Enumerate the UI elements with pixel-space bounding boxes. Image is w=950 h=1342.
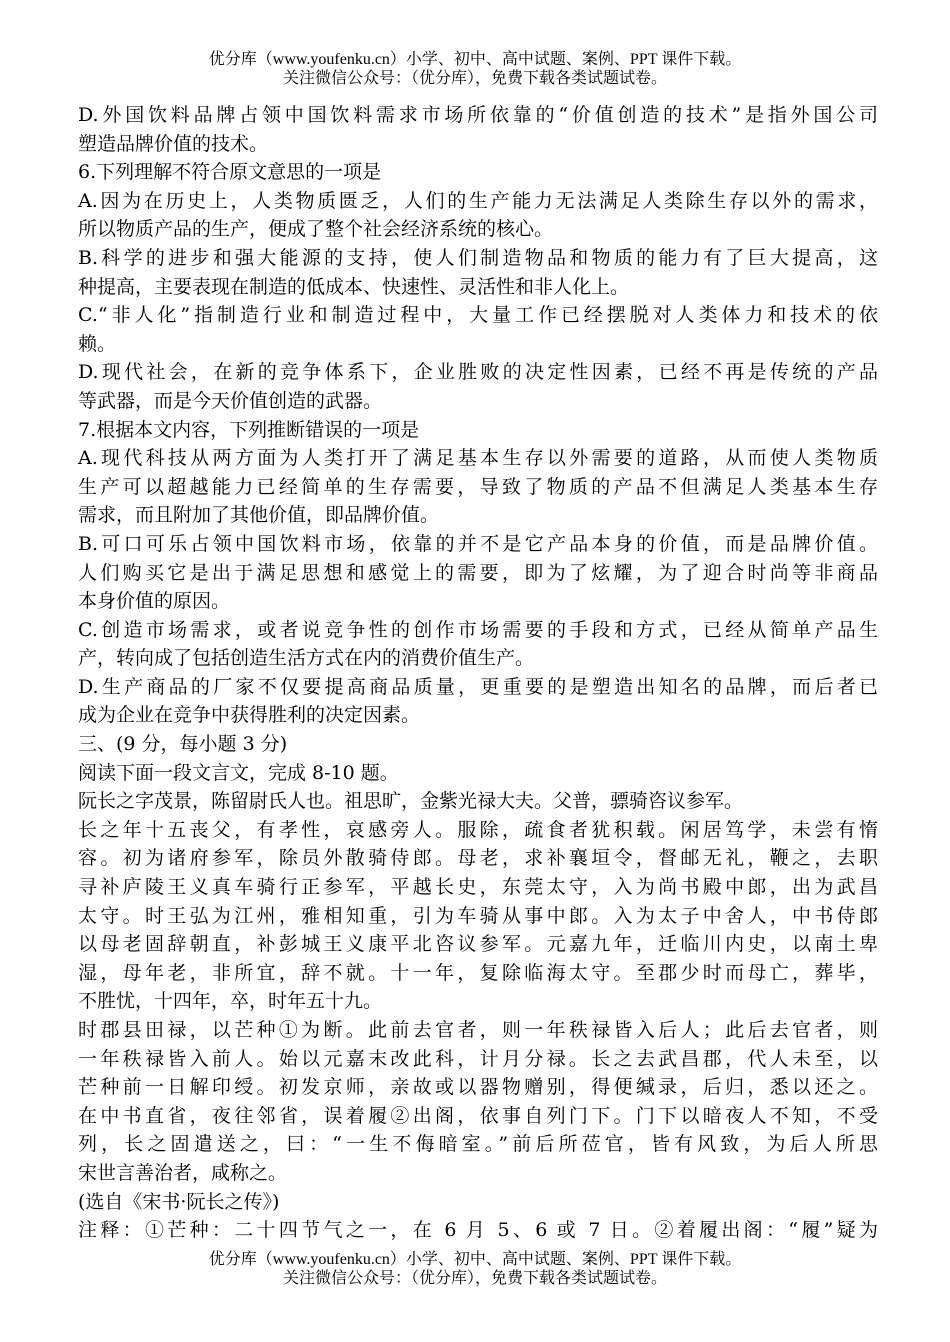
text-line: D.外国饮料品牌占领中国饮料需求市场所依靠的“价值创造的技术”是指外国公司 [78,104,878,126]
page-header [0,50,950,88]
text-line: 阅读下面一段文言文，完成 8-10 题。 [78,761,399,784]
text-line: 6.下列理解不符合原文意思的一项是 [78,161,382,184]
text-line: 芒种前一日解印绶。初发京师，亲故或以器物赠别，得便缄录，后归，悉以还之。 [78,1076,878,1099]
text-line: 7.根据本文内容，下列推断错误的一项是 [78,418,420,441]
text-line: 在中书直省，夜往邻省，误着履②出阁，依事自列门下。门下以暗夜人不知，不受 [78,1104,878,1127]
footer-line-2: 关注微信公众号：（优分库），免费下载各类试题试卷。 [282,1270,667,1287]
text-line: B.可口可乐占领中国饮料市场，依靠的并不是它产品本身的价值，而是品牌价值。 [78,532,878,555]
text-line: 注释：①芒种：二十四节气之一，在 6 月 5、6 或 7 日。②着履出阁：“履”疑为 [78,1219,878,1242]
text-line: 宋世言善治者，咸称之。 [78,1161,288,1184]
text-line: 赖。 [78,332,117,355]
text-line: C.创造市场需求，或者说竞争性的创作市场需要的手段和方式，已经从简单产品生 [78,618,878,641]
header-line-1: 优分库（www.youfenku.cn）小学、初中、高中试题、案例、PPT 课件下载。 [208,51,742,68]
text-line: 三、(9 分，每小题 3 分) [78,733,288,756]
text-line: 成为企业在竞争中获得胜利的决定因素。 [78,704,421,727]
text-line: 人们购买它是出于满足思想和感觉上的需要，即为了炫耀，为了迎合时尚等非商品 [78,561,878,584]
text-line: 以母老固辞朝直，补彭城王义康平北咨议参军。元嘉九年，迁临川内史，以南土卑 [78,933,878,956]
text-line: 太守。时王弘为江州，雅相知重，引为车骑从事中郎。入为太子中舍人，中书侍郎 [78,904,878,927]
text-line: 长之年十五丧父，有孝性，哀感旁人。服除，疏食者犹积载。闲居笃学，未尝有惰 [78,818,878,841]
text-line: (选自《宋书·阮长之传》) [78,1190,280,1213]
header-line-2: 关注微信公众号：（优分库），免费下载各类试题试卷。 [282,70,667,87]
text-line: 列，长之固遣送之，曰：“一生不侮暗室。”前后所莅官，皆有风致，为后人所思 [78,1133,878,1156]
text-line: 塑造品牌价值的技术。 [78,132,269,155]
text-line: 湿，母年老，非所宜，辞不就。十一年，复除临海太守。至郡少时而母亡，葬毕， [78,961,878,984]
text-line: 产，转向成了包括创造生活方式在内的消费价值生产。 [78,647,535,670]
text-line: 一年秩禄皆入前人。始以元嘉末改此科，计月分禄。长之去武昌郡，代人未至，以 [78,1047,878,1070]
text-line: 寻补庐陵王义真车骑行正参军，平越长史，东莞太守，入为尚书殿中郎，出为武昌 [78,876,878,899]
footer-line-1: 优分库（www.youfenku.cn）小学、初中、高中试题、案例、PPT 课件下载。 [208,1251,742,1268]
document-body [78,101,878,1245]
text-line: 等武器，而是今天价值创造的武器。 [78,389,383,412]
text-line: 生产可以超越能力已经简单的生存需要，导致了物质的产品不但满足人类基本生存 [78,475,878,498]
text-line: 时郡县田禄，以芒种①为断。此前去官者，则一年秩禄皆入后人；此后去官者，则 [78,1019,878,1041]
text-line: 容。初为诸府参军，除员外散骑侍郎。母老，求补襄垣令，督邮无礼，鞭之，去职 [78,847,878,870]
text-line: A.现代科技从两方面为人类打开了满足基本生存以外需要的道路，从而使人类物质 [78,447,878,470]
text-line: 本身价值的原因。 [78,590,231,613]
text-line: B.科学的进步和强大能源的支持，使人们制造物品和物质的能力有了巨大提高，这 [78,246,878,269]
page-footer [0,1250,950,1288]
text-line: 需求，而且附加了其他价值，即品牌价值。 [78,504,440,527]
text-line: A.因为在历史上，人类物质匮乏，人们的生产能力无法满足人类除生存以外的需求， [78,189,878,212]
text-line: D.生产商品的厂家不仅要提高商品质量，更重要的是塑造出知名的品牌，而后者已 [78,675,878,698]
text-line: 阮长之字茂景，陈留尉氏人也。祖思旷，金紫光禄大夫。父普，骠骑咨议参军。 [78,790,744,813]
text-line: 不胜忧，十四年，卒，时年五十九。 [78,990,383,1013]
text-line: 种提高，主要表现在制造的低成本、快速性、灵活性和非人化上。 [78,275,630,298]
text-line: 所以物质产品的生产，便成了整个社会经济系统的核心。 [78,218,554,241]
text-line: D.现代社会，在新的竞争体系下，企业胜败的决定性因素，已经不再是传统的产品 [78,361,878,384]
text-line: C.“非人化”指制造行业和制造过程中，大量工作已经摆脱对人类体力和技术的依 [78,304,878,327]
